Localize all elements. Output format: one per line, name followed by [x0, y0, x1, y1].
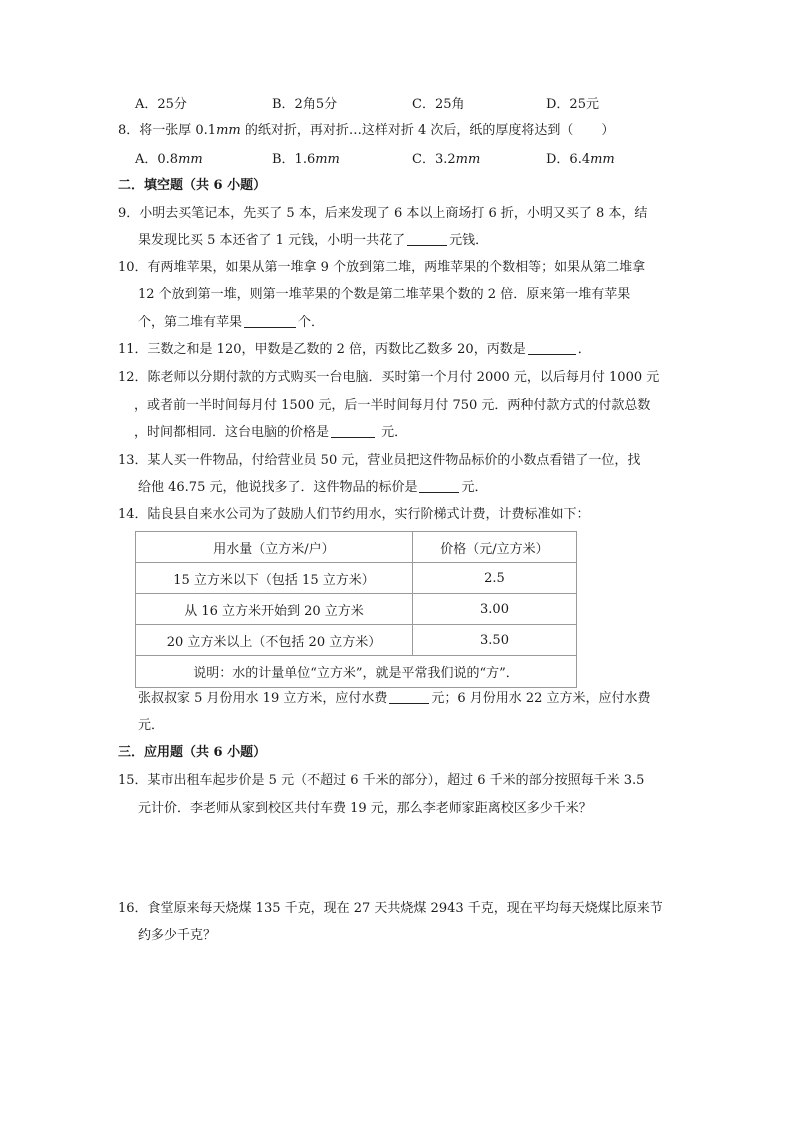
table-row — [136, 625, 577, 656]
table-row — [136, 563, 577, 594]
table-cell-usage: 20 立方米以上（不包括 20 立方米） — [136, 625, 413, 656]
q12-answer-blank[interactable] — [331, 423, 375, 438]
table-header-row — [136, 532, 577, 563]
q15-line1: 15．某市出租车起步价是 5 元（不超过 6 千米的部分），超过 6 千米的部分按照每千米 3.5 — [118, 773, 645, 788]
q10-answer-blank-2[interactable] — [244, 313, 296, 328]
q11-line: 11．三数之和是 120，甲数是乙数的 2 倍，丙数比乙数多 20，丙数是 ． — [118, 342, 591, 357]
q7-option-a[interactable]: A．25分 — [135, 97, 187, 112]
q14-after-line1: 张叔叔家 5 月份用水 19 立方米，应付水费 元；6 月份用水 22 立方米，应付水费 — [138, 691, 651, 706]
q8-suffix: 的纸对折，再对折…这样对折 4 次后，纸的厚度将达到（ — [240, 123, 574, 138]
q14-intro: 14．陆良县自来水公司为了鼓励人们节约用水，实行阶梯式计费，计费标准如下： — [118, 507, 590, 522]
q16-line1: 16．食堂原来每天烧煤 135 千克，现在 27 天共烧煤 2943 千克，现在平均每天烧煤比原来节 — [118, 901, 663, 916]
table-note: 说明：水的计量单位“立方米”，就是平常我们说的“方”． — [136, 656, 577, 688]
q14-after-line2: 元． — [138, 718, 165, 733]
q7-option-c[interactable]: C．25角 — [412, 97, 465, 112]
q16-line2: 约多少千克？ — [138, 928, 217, 943]
q8-unit: mm — [216, 123, 241, 138]
table-cell-price: 3.00 — [413, 594, 577, 625]
q7-option-b[interactable]: B．2角5分 — [272, 97, 338, 112]
q9-answer-blank[interactable] — [407, 231, 447, 246]
q13-line2: 给他 46.75 元，他说找多了．这件物品的标价是 元． — [138, 480, 488, 495]
q8-prefix: 8．将一张厚 0.1 — [118, 123, 217, 138]
table-note-row — [136, 656, 577, 688]
q8-close: ） — [601, 123, 615, 138]
table-cell-price: 2.5 — [413, 563, 577, 594]
q10-line3: 个，第二堆有苹果 个． — [138, 315, 325, 330]
q8-options — [135, 150, 695, 170]
q7-option-d[interactable]: D．25元 — [546, 97, 599, 112]
q15-line2: 元计价．李老师从家到校区共付车费 19 元，那么李老师家距离校区多少千米？ — [138, 801, 592, 816]
table-cell-price: 3.50 — [413, 625, 577, 656]
q13-answer-blank[interactable] — [419, 478, 459, 493]
q11-answer-blank[interactable] — [528, 340, 576, 355]
table-cell-usage: 15 立方米以下（包括 15 立方米） — [136, 563, 413, 594]
table-row — [136, 594, 577, 625]
q10-line2: 12 个放到第一堆，则第一堆苹果的个数是第二堆苹果个数的 2 倍．原来第一堆有苹果 — [138, 287, 631, 302]
q13-line1: 13．某人买一件物品，付给营业员 50 元，营业员把这件物品标价的小数点看错了一位，找 — [118, 453, 641, 468]
q8-option-b[interactable]: B．1.6mm — [272, 152, 340, 167]
q9-line1: 9．小明去买笔记本，先买了 5 本，后来发现了 6 本以上商场打 6 折，小明又买了 8 本，结 — [118, 206, 648, 221]
table-cell-usage: 从 16 立方米开始到 20 立方米 — [136, 594, 413, 625]
table-header-usage: 用水量（立方米/户） — [136, 532, 413, 563]
q12-line1: 12．陈老师以分期付款的方式购买一台电脑．买时第一个月付 2000 元，以后每月付 1000 元 — [118, 370, 660, 385]
q8-stem — [118, 121, 614, 141]
water-price-table — [135, 531, 577, 688]
q8-option-d[interactable]: D．6.4mm — [546, 152, 615, 167]
q8-option-c[interactable]: C．3.2mm — [412, 152, 481, 167]
q8-option-a[interactable]: A．0.8mm — [135, 152, 203, 167]
q10-line1: 10．有两堆苹果，如果从第一堆拿 9 个放到第二堆，两堆苹果的个数相等；如果从第二堆拿 — [118, 260, 646, 275]
q14-answer-blank-1[interactable] — [389, 689, 429, 704]
section-application-title: 三．应用题（共 6 小题） — [118, 745, 267, 760]
section-fill-in-title: 二．填空题（共 6 小题） — [118, 178, 267, 193]
table-header-price: 价格（元/立方米） — [413, 532, 577, 563]
q7-options — [135, 95, 695, 115]
q12-line2: ，或者前一半时间每月付 1500 元，后一半时间每月付 750 元．两种付款方式的付款总数 — [134, 398, 651, 413]
q12-line3: ，时间都相同．这台电脑的价格是 元． — [134, 425, 408, 440]
q9-line2: 果发现比买 5 本还省了 1 元钱，小明一共花了 元钱． — [138, 233, 489, 248]
